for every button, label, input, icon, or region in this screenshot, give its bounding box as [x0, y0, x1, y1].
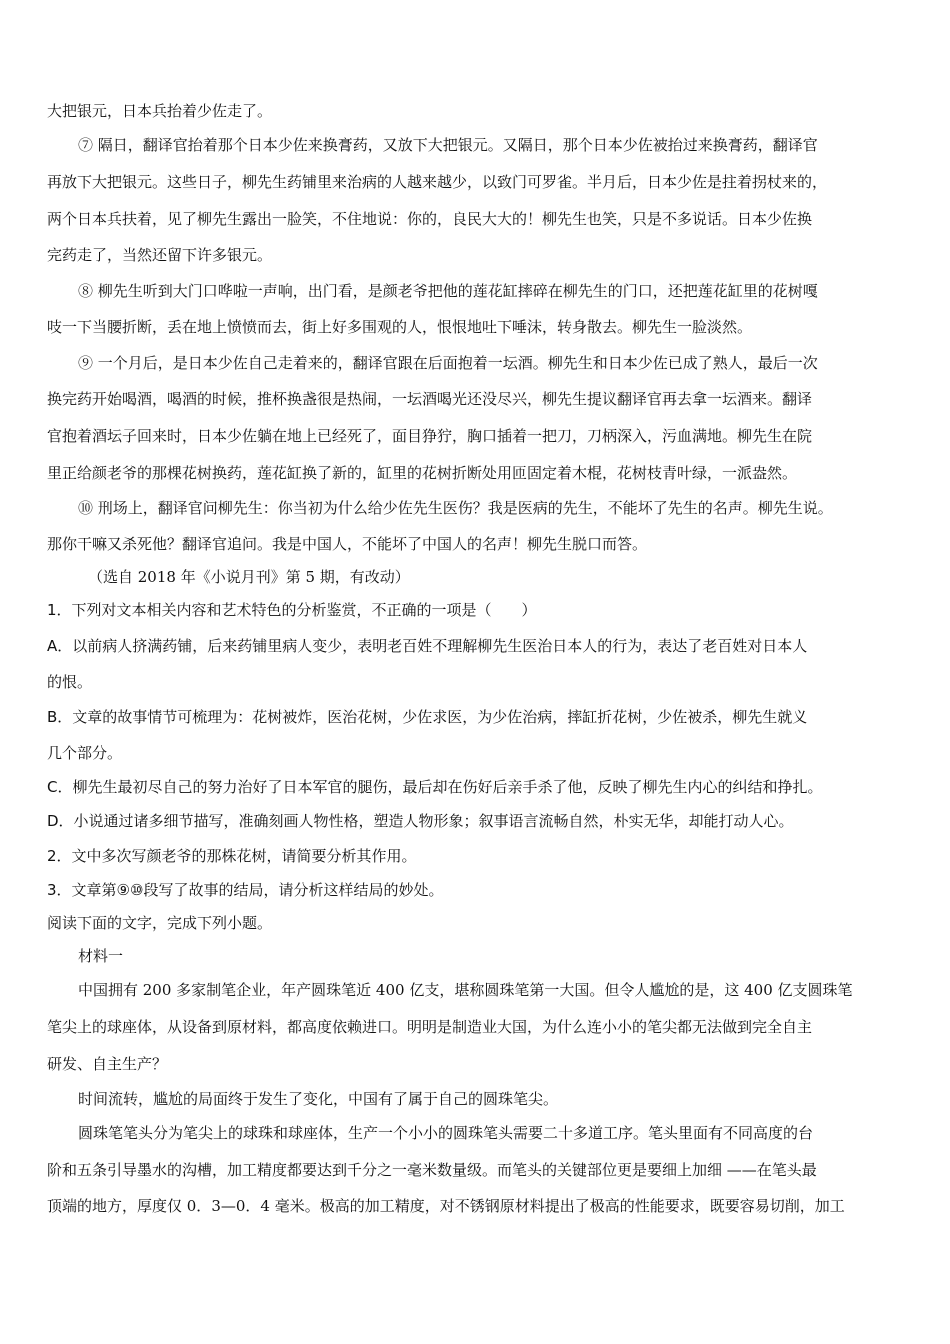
story-paragraph-9-line: 里正给颜老爷的那棵花树换药，莲花缸换了新的，缸里的花树折断处用匝固定着木棍，花树枝青叶绿，一派盎然。: [47, 464, 798, 482]
story-source: （选自 2018 年《小说月刊》第 5 期，有改动）: [88, 568, 410, 586]
option-c: C．柳先生最初尽自己的努力治好了日本军官的腿伤，最后却在伤好后亲手杀了他，反映了柳先生内心的纠结和挣扎。: [47, 778, 823, 796]
material-title: 材料一: [78, 947, 124, 965]
option-b-line: 几个部分。: [47, 744, 123, 762]
material-1-paragraph-1-line: 笔尖上的球座体，从设备到原材料，都高度依赖进口。明明是制造业大国，为什么连小小的笔尖都无法做到完全自主: [47, 1018, 813, 1036]
reading-instruction: 阅读下面的文字，完成下列小题。: [47, 914, 273, 932]
material-1-paragraph-3-line: 阶和五条引导墨水的沟槽，加工精度都要达到千分之一毫米数量级。而笔头的关键部位更是要细上加细 ——在笔头最: [47, 1161, 817, 1179]
story-paragraph-8-line: 吱一下当腰折断，丢在地上愤愤而去，街上好多围观的人，恨恨地吐下唾沫，转身散去。柳先生一脸淡然。: [47, 318, 753, 336]
story-paragraph-7-line: 再放下大把银元。这些日子，柳先生药铺里来治病的人越来越少，以致门可罗雀。半月后，日本少佐是拄着拐杖来的，: [47, 173, 828, 191]
story-paragraph-9-line: 官抱着酒坛子回来时，日本少佐躺在地上已经死了，面目狰狞，胸口插着一把刀，刀柄深入，污血满地。柳先生在院: [47, 427, 813, 445]
option-b-line: B．文章的故事情节可梳理为：花树被炸，医治花树，少佐求医，为少佐治病，摔缸折花树，少佐被杀，柳先生就义: [47, 708, 808, 726]
story-paragraph-8-line: ⑧ 柳先生听到大门口哗啦一声响，出门看，是颜老爷把他的莲花缸摔碎在柳先生的门口，还把莲花缸里的花树嘎: [78, 282, 818, 300]
option-d: D．小说通过诸多细节描写，准确刻画人物性格，塑造人物形象；叙事语言流畅自然，朴实无华，却能打动人心。: [47, 812, 794, 830]
story-paragraph-6-end: 大把银元，日本兵抬着少佐走了。: [47, 102, 273, 120]
question-1: 1．下列对文本相关内容和艺术特色的分析鉴赏，不正确的一项是（ ）: [47, 601, 537, 619]
material-1-paragraph-1-line: 中国拥有 200 多家制笔企业，年产圆珠笔近 400 亿支，堪称圆珠笔第一大国。但令人尴尬的是，这 400 亿支圆珠笔: [78, 981, 853, 999]
story-paragraph-7-line: 完药走了，当然还留下许多银元。: [47, 246, 273, 264]
material-1-paragraph-2: 时间流转，尴尬的局面终于发生了变化，中国有了属于自己的圆珠笔尖。: [78, 1090, 559, 1108]
question-3: 3．文章第⑨⑩段写了故事的结局，请分析这样结局的妙处。: [47, 881, 444, 899]
story-paragraph-10-line: 那你干嘛又杀死他？翻译官追问。我是中国人，不能坏了中国人的名声！柳先生脱口而答。: [47, 535, 648, 553]
material-1-paragraph-1-line: 研发、自主生产？: [47, 1055, 168, 1073]
story-paragraph-9-line: 换完药开始喝酒，喝酒的时候，推杯换盏很是热闹，一坛酒喝光还没尽兴，柳先生提议翻译官再去拿一坛酒来。翻译: [47, 390, 813, 408]
material-1-paragraph-3-line: 顶端的地方，厚度仅 0．3—0．4 毫米。极高的加工精度，对不锈钢原材料提出了极高的性能要求，既要容易切削，加工: [47, 1197, 845, 1215]
story-paragraph-9-line: ⑨ 一个月后，是日本少佐自己走着来的，翻译官跟在后面抱着一坛酒。柳先生和日本少佐已成了熟人，最后一次: [78, 354, 818, 372]
question-2: 2．文中多次写颜老爷的那株花树，请简要分析其作用。: [47, 847, 417, 865]
story-paragraph-7-line: 两个日本兵扶着，见了柳先生露出一脸笑，不住地说：你的，良民大大的！柳先生也笑，只是不多说话。日本少佐换: [47, 210, 813, 228]
material-1-paragraph-3-line: 圆珠笔笔头分为笔尖上的球珠和球座体，生产一个小小的圆珠笔头需要二十多道工序。笔头里面有不同高度的台: [78, 1124, 814, 1142]
story-paragraph-7-line: ⑦ 隔日，翻译官抬着那个日本少佐来换膏药，又放下大把银元。又隔日，那个日本少佐被抬过来换膏药，翻译官: [78, 136, 818, 154]
option-a-line: 的恨。: [47, 673, 93, 691]
option-a-line: A．以前病人挤满药铺，后来药铺里病人变少，表明老百姓不理解柳先生医治日本人的行为，表达了老百姓对日本人: [47, 637, 808, 655]
story-paragraph-10-line: ⑩ 刑场上，翻译官问柳先生：你当初为什么给少佐先生医伤？我是医病的先生，不能坏了先生的名声。柳先生说。: [78, 499, 833, 517]
